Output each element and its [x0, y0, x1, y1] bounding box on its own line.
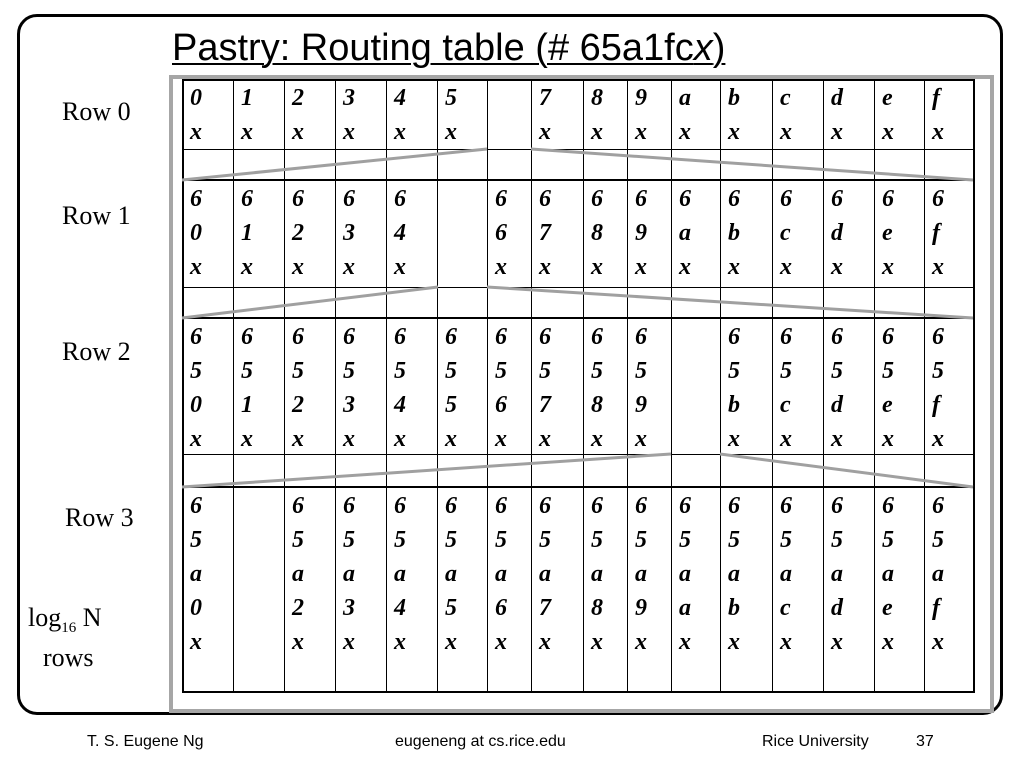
route-cell-r1-c4: 6 4 x	[394, 186, 406, 280]
row0-to-row1-right-line	[531, 149, 973, 180]
route-cell-r0-c5: 5 x	[445, 85, 457, 145]
route-cell-r2-c7: 6 5 7 x	[539, 324, 551, 452]
route-cell-r0-c1: 1 x	[241, 85, 253, 145]
route-cell-r3-c10: 6 5 a a x	[679, 493, 691, 655]
route-cell-r3-c8: 6 5 a 8 x	[591, 493, 603, 655]
route-cell-r3-c6: 6 5 a 6 x	[495, 493, 507, 655]
route-cell-r3-c3: 6 5 a 3 x	[343, 493, 355, 655]
row-label-1: Row 1	[62, 201, 131, 230]
route-cell-r3-c11: 6 5 a b x	[728, 493, 740, 655]
route-cell-r0-c0: 0 x	[190, 85, 202, 145]
row-label-0: Row 0	[62, 97, 131, 126]
route-cell-r2-c13: 6 5 d x	[831, 324, 843, 452]
row1-to-row2-right-line	[487, 287, 973, 318]
route-cell-r2-c2: 6 5 2 x	[292, 324, 304, 452]
row0-to-row1-left-line	[182, 149, 487, 180]
log-suffix: N	[76, 603, 102, 632]
footer-page-number: 37	[916, 733, 934, 750]
title-text: Pastry: Routing table (# 65a1fc	[172, 27, 694, 69]
log-prefix: log	[28, 603, 62, 632]
route-cell-r0-c12: c x	[780, 85, 792, 145]
footer-author: T. S. Eugene Ng	[87, 733, 204, 750]
route-cell-r1-c8: 6 8 x	[591, 186, 603, 280]
route-cell-r0-c10: a x	[679, 85, 691, 145]
route-cell-r0-c13: d x	[831, 85, 843, 145]
route-cell-r1-c11: 6 b x	[728, 186, 740, 280]
row2-to-row3-left-line	[182, 454, 671, 487]
route-cell-r3-c2: 6 5 a 2 x	[292, 493, 304, 655]
route-cell-r3-c7: 6 5 a 7 x	[539, 493, 551, 655]
route-cell-r1-c13: 6 d x	[831, 186, 843, 280]
route-cell-r0-c14: e x	[882, 85, 894, 145]
rows-word: rows	[43, 643, 94, 672]
row2-to-row3-right-line	[720, 454, 973, 487]
route-cell-r1-c10: 6 a x	[679, 186, 691, 280]
log-rows-note	[28, 603, 102, 637]
route-cell-r2-c6: 6 5 6 x	[495, 324, 507, 452]
route-cell-r1-c6: 6 6 x	[495, 186, 507, 280]
route-cell-r1-c2: 6 2 x	[292, 186, 304, 280]
route-cell-r2-c12: 6 5 c x	[780, 324, 792, 452]
route-cell-r0-c9: 9 x	[635, 85, 647, 145]
route-cell-r3-c0: 6 5 a 0 x	[190, 493, 202, 655]
title-italic-x: x	[693, 27, 713, 69]
route-cell-r0-c11: b x	[728, 85, 740, 145]
route-cell-r1-c15: 6 f x	[932, 186, 944, 280]
route-cell-r3-c14: 6 5 a e x	[882, 493, 894, 655]
route-cell-r2-c4: 6 5 4 x	[394, 324, 406, 452]
route-cell-r2-c9: 6 5 9 x	[635, 324, 647, 452]
route-cell-r1-c3: 6 3 x	[343, 186, 355, 280]
route-cell-r0-c3: 3 x	[343, 85, 355, 145]
route-cell-r3-c12: 6 5 a c x	[780, 493, 792, 655]
route-cell-r3-c13: 6 5 a d x	[831, 493, 843, 655]
route-cell-r0-c15: f x	[932, 85, 944, 145]
route-cell-r2-c8: 6 5 8 x	[591, 324, 603, 452]
route-cell-r1-c9: 6 9 x	[635, 186, 647, 280]
route-cell-r0-c4: 4 x	[394, 85, 406, 145]
footer-org: Rice University	[762, 733, 869, 750]
route-cell-r2-c11: 6 5 b x	[728, 324, 740, 452]
route-cell-r0-c8: 8 x	[591, 85, 603, 145]
route-cell-r1-c1: 6 1 x	[241, 186, 253, 280]
route-cell-r2-c1: 6 5 1 x	[241, 324, 253, 452]
route-cell-r1-c0: 6 0 x	[190, 186, 202, 280]
footer-email: eugeneng at cs.rice.edu	[395, 733, 566, 750]
log-subscript: 16	[61, 620, 77, 637]
route-cell-r2-c5: 6 5 5 x	[445, 324, 457, 452]
route-cell-r1-c12: 6 c x	[780, 186, 792, 280]
route-cell-r3-c4: 6 5 a 4 x	[394, 493, 406, 655]
row-label-3: Row 3	[65, 503, 134, 532]
title-close-paren: )	[712, 27, 726, 69]
route-cell-r2-c14: 6 5 e x	[882, 324, 894, 452]
route-cell-r3-c9: 6 5 a 9 x	[635, 493, 647, 655]
route-cell-r2-c3: 6 5 3 x	[343, 324, 355, 452]
route-cell-r0-c2: 2 x	[292, 85, 304, 145]
route-cell-r1-c14: 6 e x	[882, 186, 894, 280]
route-cell-r3-c5: 6 5 a 5 x	[445, 493, 457, 655]
route-cell-r2-c15: 6 5 f x	[932, 324, 944, 452]
route-cell-r0-c7: 7 x	[539, 85, 551, 145]
row-label-2: Row 2	[62, 337, 131, 366]
route-cell-r2-c0: 6 5 0 x	[190, 324, 202, 452]
route-cell-r3-c15: 6 5 a f x	[932, 493, 944, 655]
row1-to-row2-left-line	[182, 287, 438, 318]
route-cell-r1-c7: 6 7 x	[539, 186, 551, 280]
